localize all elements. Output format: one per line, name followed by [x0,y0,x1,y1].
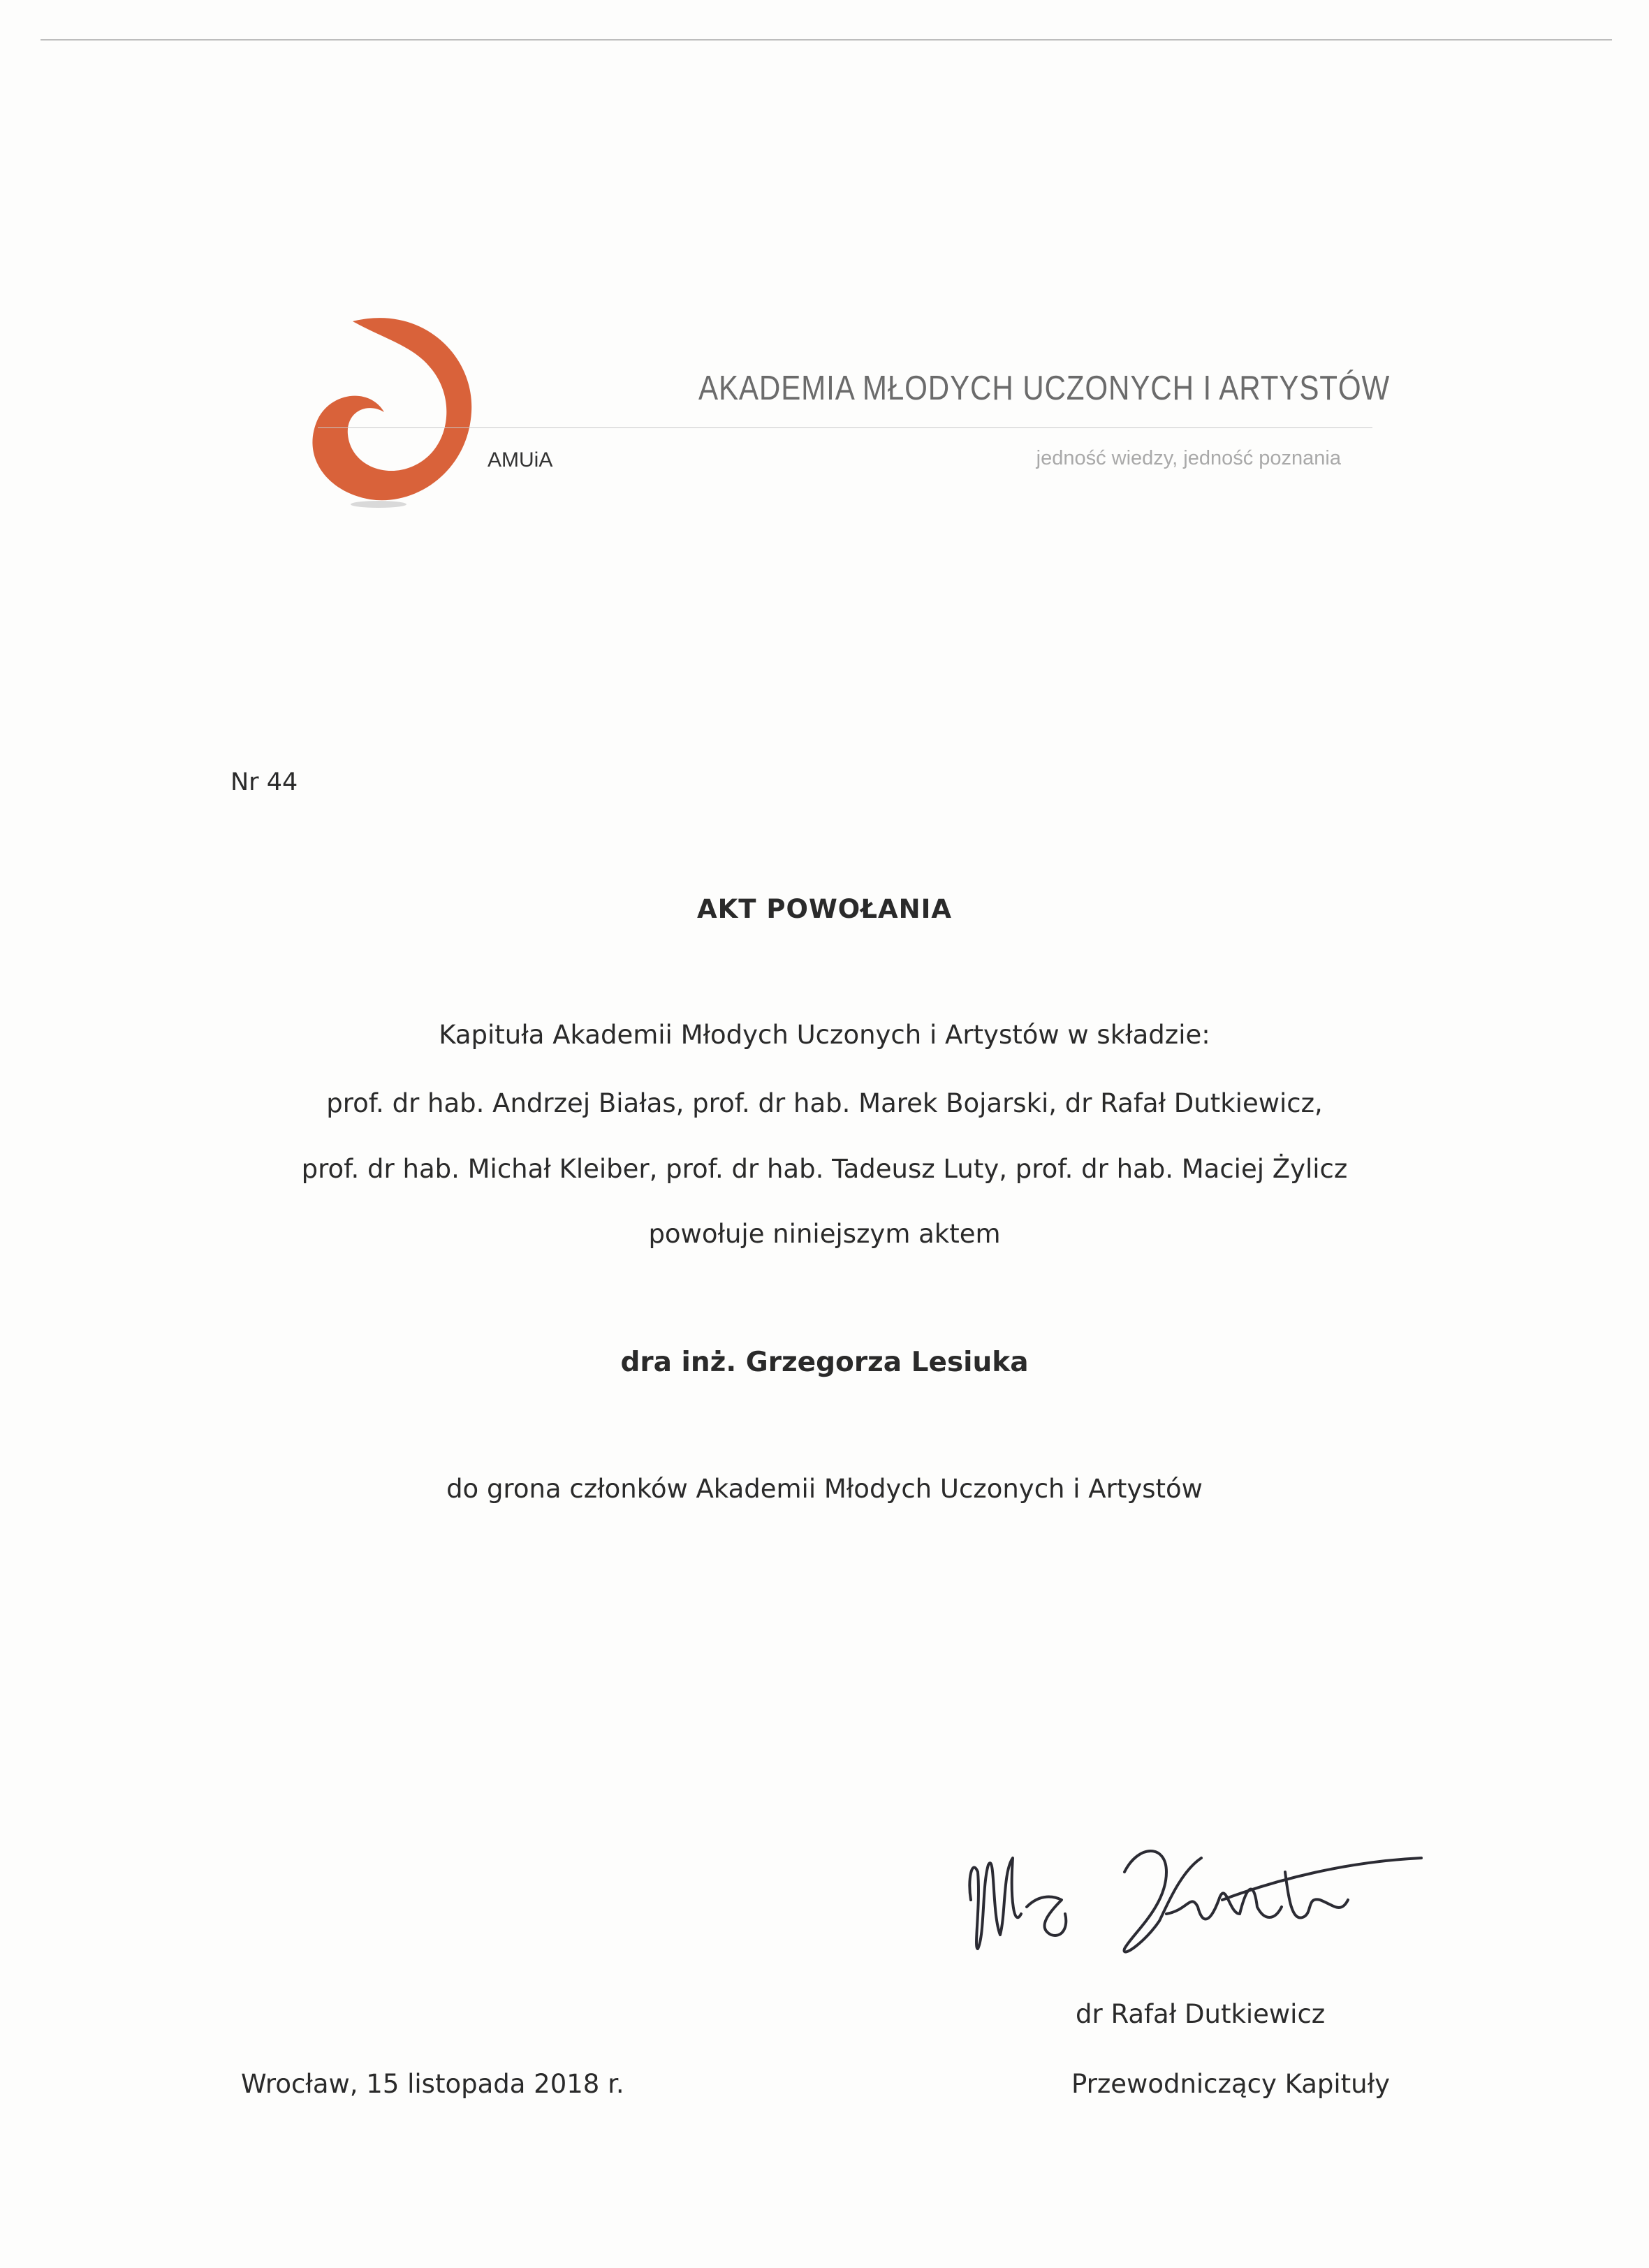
closing-line: do grona członków Akademii Młodych Uczonych i Artystów [446,1474,1203,1504]
letterhead [300,307,1390,517]
signer-name: dr Rafał Dutkiewicz [1076,1999,1326,2029]
chapter-line: Kapituła Akademii Młodych Uczonych i Artystów w składzie: [439,1020,1210,1050]
handwritten-signature [957,1830,1432,1977]
organization-abbreviation: AMUiA [488,448,553,471]
document-title: AKT POWOŁANIA [696,894,953,924]
place-and-date: Wrocław, 15 listopada 2018 r. [241,2069,624,2099]
amuia-spiral-logo-icon [300,307,482,510]
top-border-line [41,39,1612,41]
chapter-members-line-1: prof. dr hab. Andrzej Białas, prof. dr hab. Marek Bojarski, dr Rafał Dutkiewicz, [326,1088,1323,1118]
appointment-statement: powołuje niniejszym aktem [648,1219,1001,1249]
document-number: Nr 44 [230,768,298,796]
signer-role: Przewodniczący Kapituły [1071,2069,1391,2099]
appointee-name: dra inż. Grzegorza Lesiuka [620,1347,1029,1378]
organization-name: AKADEMIA MŁODYCH UCZONYCH I ARTYSTÓW [698,370,1391,407]
chapter-members-line-2: prof. dr hab. Michał Kleiber, prof. dr hab. Tadeusz Luty, prof. dr hab. Maciej Żylicz [301,1154,1348,1184]
letterhead-rule [318,427,1372,428]
organization-motto: jedność wiedzy, jedność poznania [1036,447,1341,469]
